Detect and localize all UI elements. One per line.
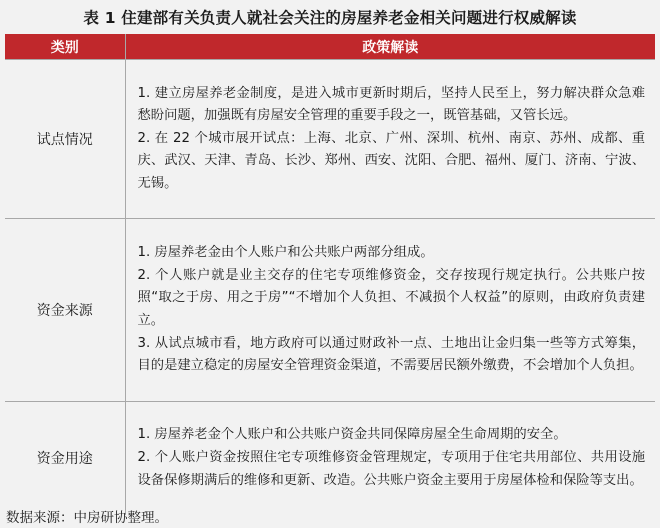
pilot-item-1: 1. 建立房屋养老金制度，是进入城市更新时期后，坚持人民至上，努力解决群众急难愁盼问题，加强既有房屋安全管理的重要手段之一，既管基础，又管长远。 [137, 85, 645, 124]
funding-use-item-2: 2. 个人账户资金按照住宅专项维修资金管理规定，专项用于住宅共用部位、共用设施设备保修期满后的维修和更新、改造。公共账户资金主要用于房屋体检和保险等支出。 [137, 449, 645, 488]
funding-source-item-1: 1. 房屋养老金由个人账户和公共账户两部分组成。 [137, 245, 434, 261]
header-category: 类别 [5, 34, 125, 60]
content-funding-source [125, 219, 655, 402]
policy-table [5, 34, 655, 515]
funding-source-item-3: 3. 从试点城市看，地方政府可以通过财政补一点、土地出让金归集一些等方式筹集，目的是建立稳定的房屋安全管理资金渠道，不需要居民额外缴费，不会增加个人负担。 [137, 335, 645, 374]
category-funding-source: 资金来源 [5, 219, 125, 402]
content-pilot [125, 60, 655, 219]
table-title: 表 1 住建部有关负责人就社会关注的房屋养老金相关问题进行权威解读 [83, 9, 577, 27]
content-funding-use [125, 402, 655, 515]
funding-source-item-2: 2. 个人账户就是业主交存的住宅专项维修资金，交存按现行规定执行。公共账户按照“取之于房、用之于房”“不增加个人负担、不减损个人权益”的原则，由政府负责建立。 [137, 267, 645, 328]
table-row-pilot [5, 60, 655, 219]
pilot-item-2: 2. 在 22 个城市展开试点：上海、北京、广州、深圳、杭州、南京、苏州、成都、重庆、武汉、天津、青岛、长沙、郑州、西安、沈阳、合肥、福州、厦门、济南、宁波、无锡。 [137, 130, 645, 191]
table-header-row [5, 34, 655, 60]
category-pilot: 试点情况 [5, 60, 125, 219]
source-note: 数据来源：中房研协整理。 [6, 510, 168, 526]
funding-use-item-1: 1. 房屋养老金个人账户和公共账户资金共同保障房屋全生命周期的安全。 [137, 427, 567, 443]
table-row-funding-source [5, 219, 655, 402]
table-row-funding-use [5, 402, 655, 515]
header-policy: 政策解读 [125, 34, 655, 60]
category-funding-use: 资金用途 [5, 402, 125, 515]
